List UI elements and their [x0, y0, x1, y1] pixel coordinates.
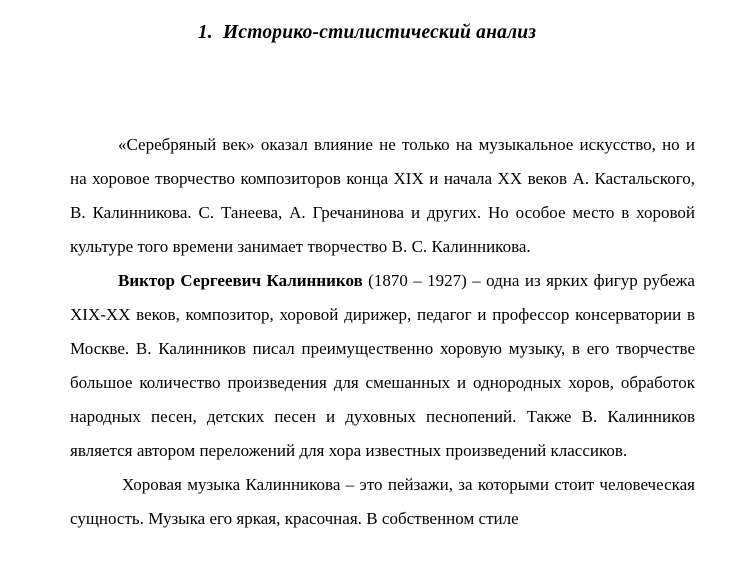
paragraph-3: Хоровая музыка Калинникова – это пейзажи, за которыми стоит человеческая сущность. Музыка его яркая, красочная. В собственном стиле [70, 475, 695, 528]
page-title: 1. Историко-стилистический анализ [197, 22, 537, 43]
paragraph-1: «Серебряный век» оказал влияние не только на музыкальное искусство, но и на хоровое творчество композиторов конца XIX и начала XX веков А. Кастальского, В. Калинникова. С. Танеева, А. Гречанинова и других. Но особое место в хоровой культуре того времени занимает творчество В. С. Калинникова. [70, 135, 695, 256]
document-body [70, 128, 695, 536]
paragraph-2-text: (1870 – 1927) – одна из ярких фигур рубежа XIX-XX веков, композитор, хоровой дирижер, педагог и профессор консерватории в Москве. В. Калинников писал преимущественно хоровую музыку, в его творчестве большое количество произведения для смешанных и однородных хоров, обработок народных песен, детских песен и духовных песнопений. Также В. Калинников является автором переложений для хора известных произведений классиков. [70, 271, 695, 460]
composer-name-bold: Виктор Сергеевич Калинников [118, 271, 363, 290]
paragraph-2 [70, 264, 695, 468]
